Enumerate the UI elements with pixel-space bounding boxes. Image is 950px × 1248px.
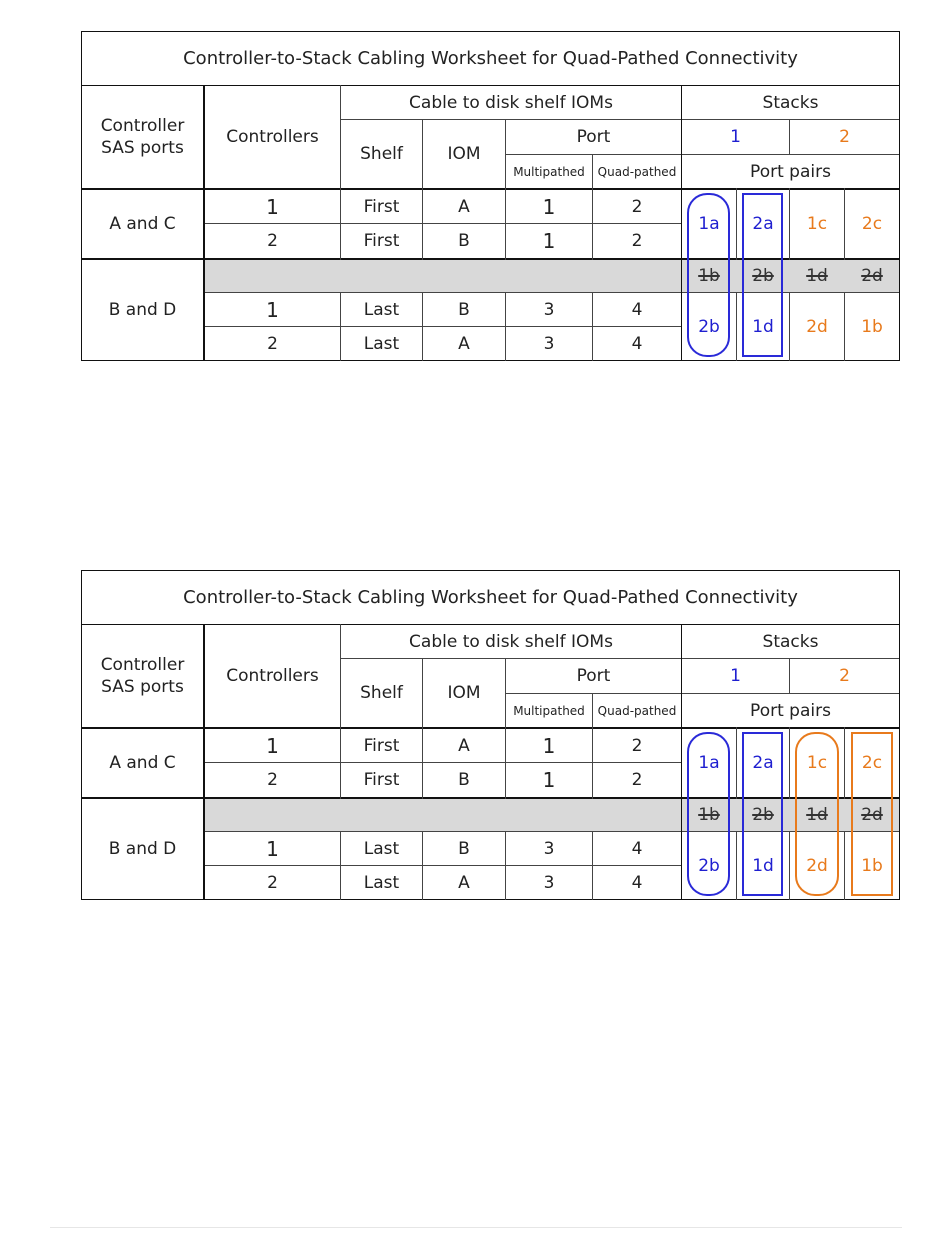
header-quadpathed: Quad-pathed <box>597 164 677 179</box>
header-sas-ports: Controller SAS ports <box>100 655 185 697</box>
quadpathed-cell: 4 <box>631 299 643 320</box>
multipathed-cell: 3 <box>543 838 555 859</box>
controller-cell: 2 <box>267 333 278 354</box>
controller-cell: 1 <box>266 194 279 219</box>
quadpathed-cell: 4 <box>631 872 643 893</box>
pairing-oval-stack1 <box>687 732 730 896</box>
header-quadpathed: Quad-pathed <box>597 703 677 718</box>
controller-cell: 2 <box>267 872 278 893</box>
pairing-box-stack2 <box>851 732 893 896</box>
header-iom: IOM <box>447 144 481 164</box>
shelf-cell: First <box>363 231 400 251</box>
header-stacks: Stacks <box>762 92 819 113</box>
header-cable-to-iom: Cable to disk shelf IOMs <box>409 631 613 652</box>
iom-cell: B <box>458 838 470 859</box>
port-pair-struck: 1d <box>806 805 828 825</box>
port-pair-struck: 2d <box>861 266 883 286</box>
pairing-oval-stack1 <box>687 193 730 357</box>
port-pair-bottom: 2d <box>806 855 828 876</box>
sas-ports-group-1: A and C <box>109 214 176 234</box>
quadpathed-cell: 2 <box>631 196 643 217</box>
controller-cell: 1 <box>266 297 279 322</box>
cabling-worksheet-2 <box>81 570 900 900</box>
pairing-oval-stack2 <box>795 732 839 896</box>
port-pair-top: 1c <box>806 214 828 234</box>
port-pair-bottom: 2b <box>698 855 720 876</box>
worksheet-title: Controller-to-Stack Cabling Worksheet for Quad-Pathed Connectivity <box>183 586 798 608</box>
port-pair-bottom: 1b <box>861 316 883 337</box>
shelf-cell: First <box>363 196 400 217</box>
iom-cell: B <box>458 299 470 320</box>
header-stacks: Stacks <box>762 631 819 652</box>
controller-cell: 2 <box>267 231 278 251</box>
iom-cell: A <box>458 872 470 893</box>
port-pair-top: 1a <box>698 214 720 234</box>
multipathed-cell: 1 <box>542 768 556 792</box>
port-pair-struck: 1b <box>698 266 720 286</box>
multipathed-cell: 3 <box>543 333 555 354</box>
iom-cell: B <box>458 231 470 251</box>
header-cable-to-iom: Cable to disk shelf IOMs <box>409 92 613 113</box>
port-pair-struck: 2b <box>752 805 774 825</box>
shelf-cell: First <box>363 735 400 756</box>
worksheet-title: Controller-to-Stack Cabling Worksheet for Quad-Pathed Connectivity <box>183 47 798 69</box>
port-pair-struck: 1b <box>698 805 720 825</box>
shelf-cell: Last <box>363 299 400 320</box>
header-port-pairs: Port pairs <box>750 700 831 721</box>
header-shelf: Shelf <box>360 683 403 703</box>
header-iom: IOM <box>447 683 481 703</box>
cabling-worksheet-1 <box>81 31 900 361</box>
header-port-pairs: Port pairs <box>750 161 831 182</box>
header-port: Port <box>576 666 611 686</box>
multipathed-cell: 1 <box>542 229 556 253</box>
quadpathed-cell: 4 <box>631 838 643 859</box>
port-pair-bottom: 1b <box>861 855 883 876</box>
controller-cell: 1 <box>266 733 279 758</box>
shelf-cell: First <box>363 770 400 790</box>
controller-cell: 2 <box>267 770 278 790</box>
multipathed-cell: 1 <box>542 194 556 219</box>
port-pair-top: 2c <box>861 753 883 773</box>
header-stack-1: 1 <box>730 666 741 686</box>
sas-ports-group-2: B and D <box>108 300 177 320</box>
iom-cell: B <box>458 770 470 790</box>
sas-ports-group-2: B and D <box>108 839 177 859</box>
header-stack-2: 2 <box>839 127 850 147</box>
header-controllers: Controllers <box>226 666 319 686</box>
port-pair-struck: 1d <box>806 266 828 286</box>
header-multipathed: Multipathed <box>513 703 585 718</box>
header-sas-ports: Controller SAS ports <box>100 116 185 158</box>
quadpathed-cell: 2 <box>631 231 643 251</box>
pairing-box-stack1 <box>742 732 783 896</box>
sas-ports-group-1: A and C <box>109 753 176 773</box>
header-stack-1: 1 <box>730 127 741 147</box>
port-pair-top: 2c <box>861 214 883 234</box>
header-stack-2: 2 <box>839 666 850 686</box>
port-pair-top: 2a <box>752 214 774 234</box>
port-pair-bottom: 1d <box>752 316 774 337</box>
iom-cell: A <box>458 196 470 217</box>
multipathed-cell: 1 <box>542 733 556 758</box>
quadpathed-cell: 2 <box>631 735 643 756</box>
controller-cell: 1 <box>266 836 279 861</box>
iom-cell: A <box>458 333 470 354</box>
port-pair-bottom: 2b <box>698 316 720 337</box>
pairing-box-stack1 <box>742 193 783 357</box>
port-pair-top: 1c <box>806 753 828 773</box>
header-multipathed: Multipathed <box>513 164 585 179</box>
separator-band <box>205 799 681 831</box>
separator-band <box>205 260 681 292</box>
header-controllers: Controllers <box>226 127 319 147</box>
page-footer-divider <box>50 1227 902 1228</box>
port-pair-top: 2a <box>752 753 774 773</box>
header-shelf: Shelf <box>360 144 403 164</box>
quadpathed-cell: 4 <box>631 333 643 354</box>
shelf-cell: Last <box>363 838 400 859</box>
port-pair-struck: 2b <box>752 266 774 286</box>
multipathed-cell: 3 <box>543 299 555 320</box>
multipathed-cell: 3 <box>543 872 555 893</box>
port-pair-bottom: 1d <box>752 855 774 876</box>
port-pair-struck: 2d <box>861 805 883 825</box>
port-pair-bottom: 2d <box>806 316 828 337</box>
iom-cell: A <box>458 735 470 756</box>
port-pair-top: 1a <box>698 753 720 773</box>
shelf-cell: Last <box>363 872 400 893</box>
header-port: Port <box>576 127 611 147</box>
shelf-cell: Last <box>363 333 400 354</box>
quadpathed-cell: 2 <box>631 770 643 790</box>
